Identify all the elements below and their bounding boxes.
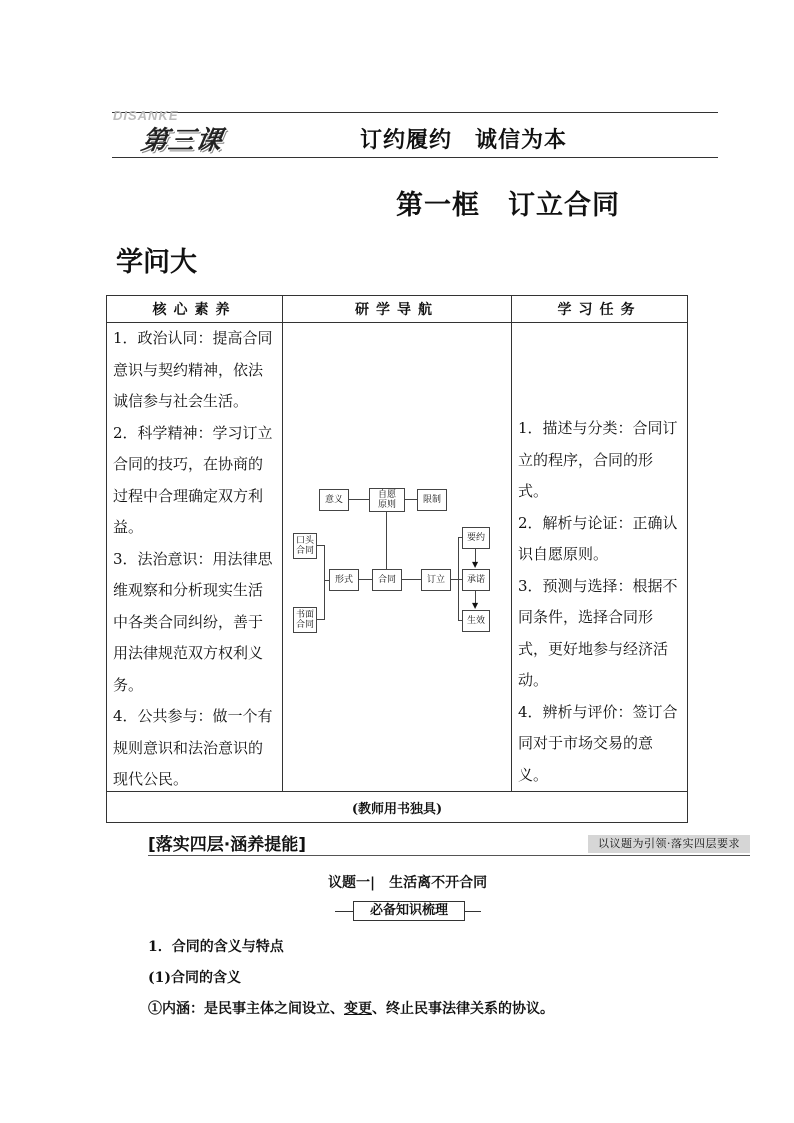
section-rule xyxy=(148,855,750,856)
topic-title: 议题一| 生活离不开合同 xyxy=(328,875,488,891)
overview-table xyxy=(106,295,688,823)
task-item: 2．解析与论证：正确认识自愿原则。 xyxy=(518,513,678,563)
box-form: 形式 xyxy=(329,569,359,591)
connector xyxy=(401,579,421,580)
box-voluntary: 自愿 原则 xyxy=(369,488,405,512)
box-written-contract: 书面 合同 xyxy=(293,607,317,633)
arrow-down-icon: ▼ xyxy=(472,601,479,610)
lesson-title: 订约履约 诚信为本 xyxy=(360,127,568,153)
task-item: 3．预测与选择：根据不同条件，选择合同形式，更好地参与经济活动。 xyxy=(518,576,678,689)
box-limit: 限制 xyxy=(417,489,447,511)
table-header-row xyxy=(107,296,688,323)
task-item: 4．辨析与评价：签订合同对于市场交易的意义。 xyxy=(518,702,678,784)
point-heading: 1．合同的含义与特点 xyxy=(148,939,284,955)
tasks-cell xyxy=(512,323,688,792)
task-item: 1．描述与分类：合同订立的程序，合同的形式。 xyxy=(518,419,678,500)
header-tasks: 学习任务 xyxy=(512,296,688,323)
connector xyxy=(386,511,387,569)
box-meaning: 意义 xyxy=(319,489,349,511)
literacy-item: 1．政治认同：提高合同意识与契约精神，依法诚信参与社会生活。 xyxy=(113,329,273,410)
box-effective: 生效 xyxy=(462,610,490,632)
definition-line: ①内涵：是民事主体之间设立、变更、终止民事法律关系的协议。 xyxy=(148,1001,554,1017)
connector xyxy=(348,499,369,500)
logo-subtext: DISANKE xyxy=(113,108,179,123)
box-acceptance: 承诺 xyxy=(462,569,490,591)
connector xyxy=(450,579,458,580)
connector xyxy=(316,545,324,546)
header-literacy: 核心素养 xyxy=(107,296,283,323)
table-body-row xyxy=(107,323,688,792)
connector xyxy=(316,619,324,620)
literacy-item: 3．法治意识：用法律思维观察和分析现实生活中各类合同纠纷，善于用法律规范双方权利义务。 xyxy=(113,549,273,694)
chapter-subtitle: 第一框 订立合同 xyxy=(396,190,620,221)
header-navigation: 研学导航 xyxy=(283,296,512,323)
header-top-rule xyxy=(112,112,718,113)
badge-label: 必备知识梳理 xyxy=(353,901,465,921)
teacher-note: (教师用书独具) xyxy=(107,792,688,823)
header-bottom-rule xyxy=(112,157,718,158)
section-tag: 以议题为引领·落实四层要求 xyxy=(588,835,750,853)
knowledge-badge xyxy=(335,901,481,921)
subpoint-heading: (1)合同的含义 xyxy=(148,970,241,986)
connector xyxy=(324,545,325,620)
connector xyxy=(404,499,417,500)
box-conclude: 订立 xyxy=(421,569,451,591)
lesson-logo: 第三课 xyxy=(138,126,226,156)
section-label: 学问大 xyxy=(116,247,197,278)
section-title: [落实四层·涵养提能] xyxy=(148,835,306,855)
literacy-item: 4．公共参与：做一个有规则意识和法治意识的现代公民。 xyxy=(113,707,273,788)
concept-diagram xyxy=(283,323,511,788)
box-offer: 要约 xyxy=(462,527,490,549)
connector xyxy=(358,579,372,580)
literacy-cell xyxy=(107,323,283,792)
literacy-item: 2．科学精神：学习订立合同的技巧，在协商的过程中合理确定双方利益。 xyxy=(113,423,273,536)
table-footer-row xyxy=(107,792,688,823)
box-contract: 合同 xyxy=(372,569,402,591)
box-oral-contract: 口头 合同 xyxy=(293,533,317,559)
navigation-cell xyxy=(283,323,512,792)
arrow-down-icon: ▼ xyxy=(472,560,479,569)
underlined-term: 变更 xyxy=(344,1001,372,1017)
